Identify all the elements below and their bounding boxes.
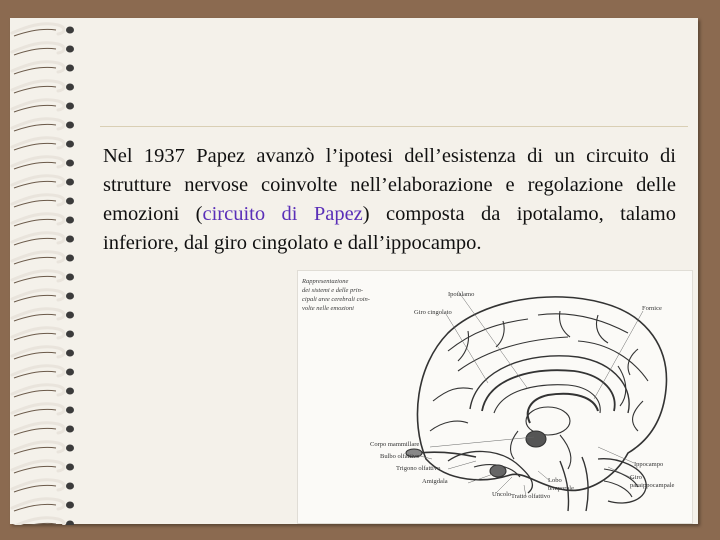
- spiral-ring: [12, 404, 64, 414]
- spiral-ring: [12, 290, 64, 300]
- spiral-ring: [12, 271, 64, 281]
- label-corpo-mammillare: Corpo mammillare: [370, 441, 420, 448]
- spiral-ring: [12, 480, 64, 490]
- spiral-ring: [12, 461, 64, 471]
- label-giro-paraippocampale: Giro paraippocampale: [630, 474, 675, 489]
- spiral-hole: [66, 122, 74, 129]
- spiral-hole: [66, 369, 74, 376]
- spiral-hole: [66, 331, 74, 338]
- label-uncolo: Uncolo: [492, 491, 512, 498]
- spiral-binding-icon: [8, 15, 88, 525]
- spiral-hole: [66, 141, 74, 148]
- spiral-ring: [12, 442, 64, 452]
- label-fornice: Fornice: [642, 305, 662, 312]
- spiral-hole: [66, 445, 74, 452]
- spiral-ring: [12, 385, 64, 395]
- label-giro-cingolato: Giro cingolato: [414, 309, 452, 316]
- spiral-hole: [66, 65, 74, 72]
- spiral-hole: [66, 464, 74, 471]
- spiral-hole: [66, 274, 74, 281]
- spiral-ring: [12, 499, 64, 509]
- body-text-start: Nel 1937 Papez avanzò l’ipotesi dell’esistenza di un circuito di strutture nervose coinvolte nell’elaborazione e regolazione delle emozioni (: [103, 145, 676, 225]
- spiral-ring: [12, 81, 64, 91]
- spiral-ring: [12, 43, 64, 53]
- spiral-hole: [66, 502, 74, 509]
- spiral-ring: [12, 195, 64, 205]
- spiral-ring: [12, 119, 64, 129]
- spiral-ring: [12, 233, 64, 243]
- spiral-ring: [12, 176, 64, 186]
- brain-figure: [297, 270, 693, 524]
- spiral-hole: [66, 312, 74, 319]
- spiral-ring: [12, 252, 64, 262]
- spiral-hole: [66, 388, 74, 395]
- label-tratto-olfattivo: Tratto olfattivo: [511, 493, 551, 500]
- spiral-ring: [12, 100, 64, 110]
- spiral-ring: [12, 423, 64, 433]
- spiral-hole: [66, 407, 74, 414]
- spiral-hole: [66, 255, 74, 262]
- label-ipotalamo: Ipotalamo: [448, 291, 475, 298]
- spiral-ring: [12, 157, 64, 167]
- spiral-hole: [66, 27, 74, 34]
- spiral-ring: [12, 366, 64, 376]
- spiral-hole: [66, 350, 74, 357]
- spiral-ring: [12, 214, 64, 224]
- spiral-hole: [66, 217, 74, 224]
- papez-circuit-term: circuito di Papez: [202, 203, 363, 225]
- spiral-ring: [12, 138, 64, 148]
- label-bulbo-olfattivo: Bulbo olfattivo: [380, 453, 420, 460]
- label-trigono-olfattivo: Trigono olfattivo: [396, 465, 441, 472]
- spiral-hole: [66, 198, 74, 205]
- label-amigdala: Amigdala: [422, 478, 448, 485]
- spiral-hole: [66, 426, 74, 433]
- label-lobo-temporale: Lobo temporale: [548, 477, 574, 492]
- spiral-ring: [12, 328, 64, 338]
- spiral-hole: [66, 521, 74, 526]
- spiral-hole: [66, 103, 74, 110]
- spiral-hole: [66, 160, 74, 167]
- spiral-ring: [12, 309, 64, 319]
- body-paragraph: [103, 142, 676, 258]
- label-ippocampo: Ippocampo: [634, 461, 664, 468]
- spiral-hole: [66, 236, 74, 243]
- figure-caption: Rappresentazione dei sistemi e delle prin- cipali aree cerebrali coin- volte nelle emozioni: [302, 278, 370, 312]
- spiral-hole: [66, 293, 74, 300]
- spiral-hole: [66, 483, 74, 490]
- header-rule: [100, 126, 688, 127]
- body-text-end: ) composta da ipotalamo, talamo inferiore, dal giro cingolato e dall’ippocampo.: [103, 203, 676, 254]
- spiral-ring: [12, 62, 64, 72]
- spiral-ring: [12, 347, 64, 357]
- spiral-ring: [12, 24, 64, 34]
- spiral-hole: [66, 84, 74, 91]
- spiral-hole: [66, 46, 74, 53]
- spiral-hole: [66, 179, 74, 186]
